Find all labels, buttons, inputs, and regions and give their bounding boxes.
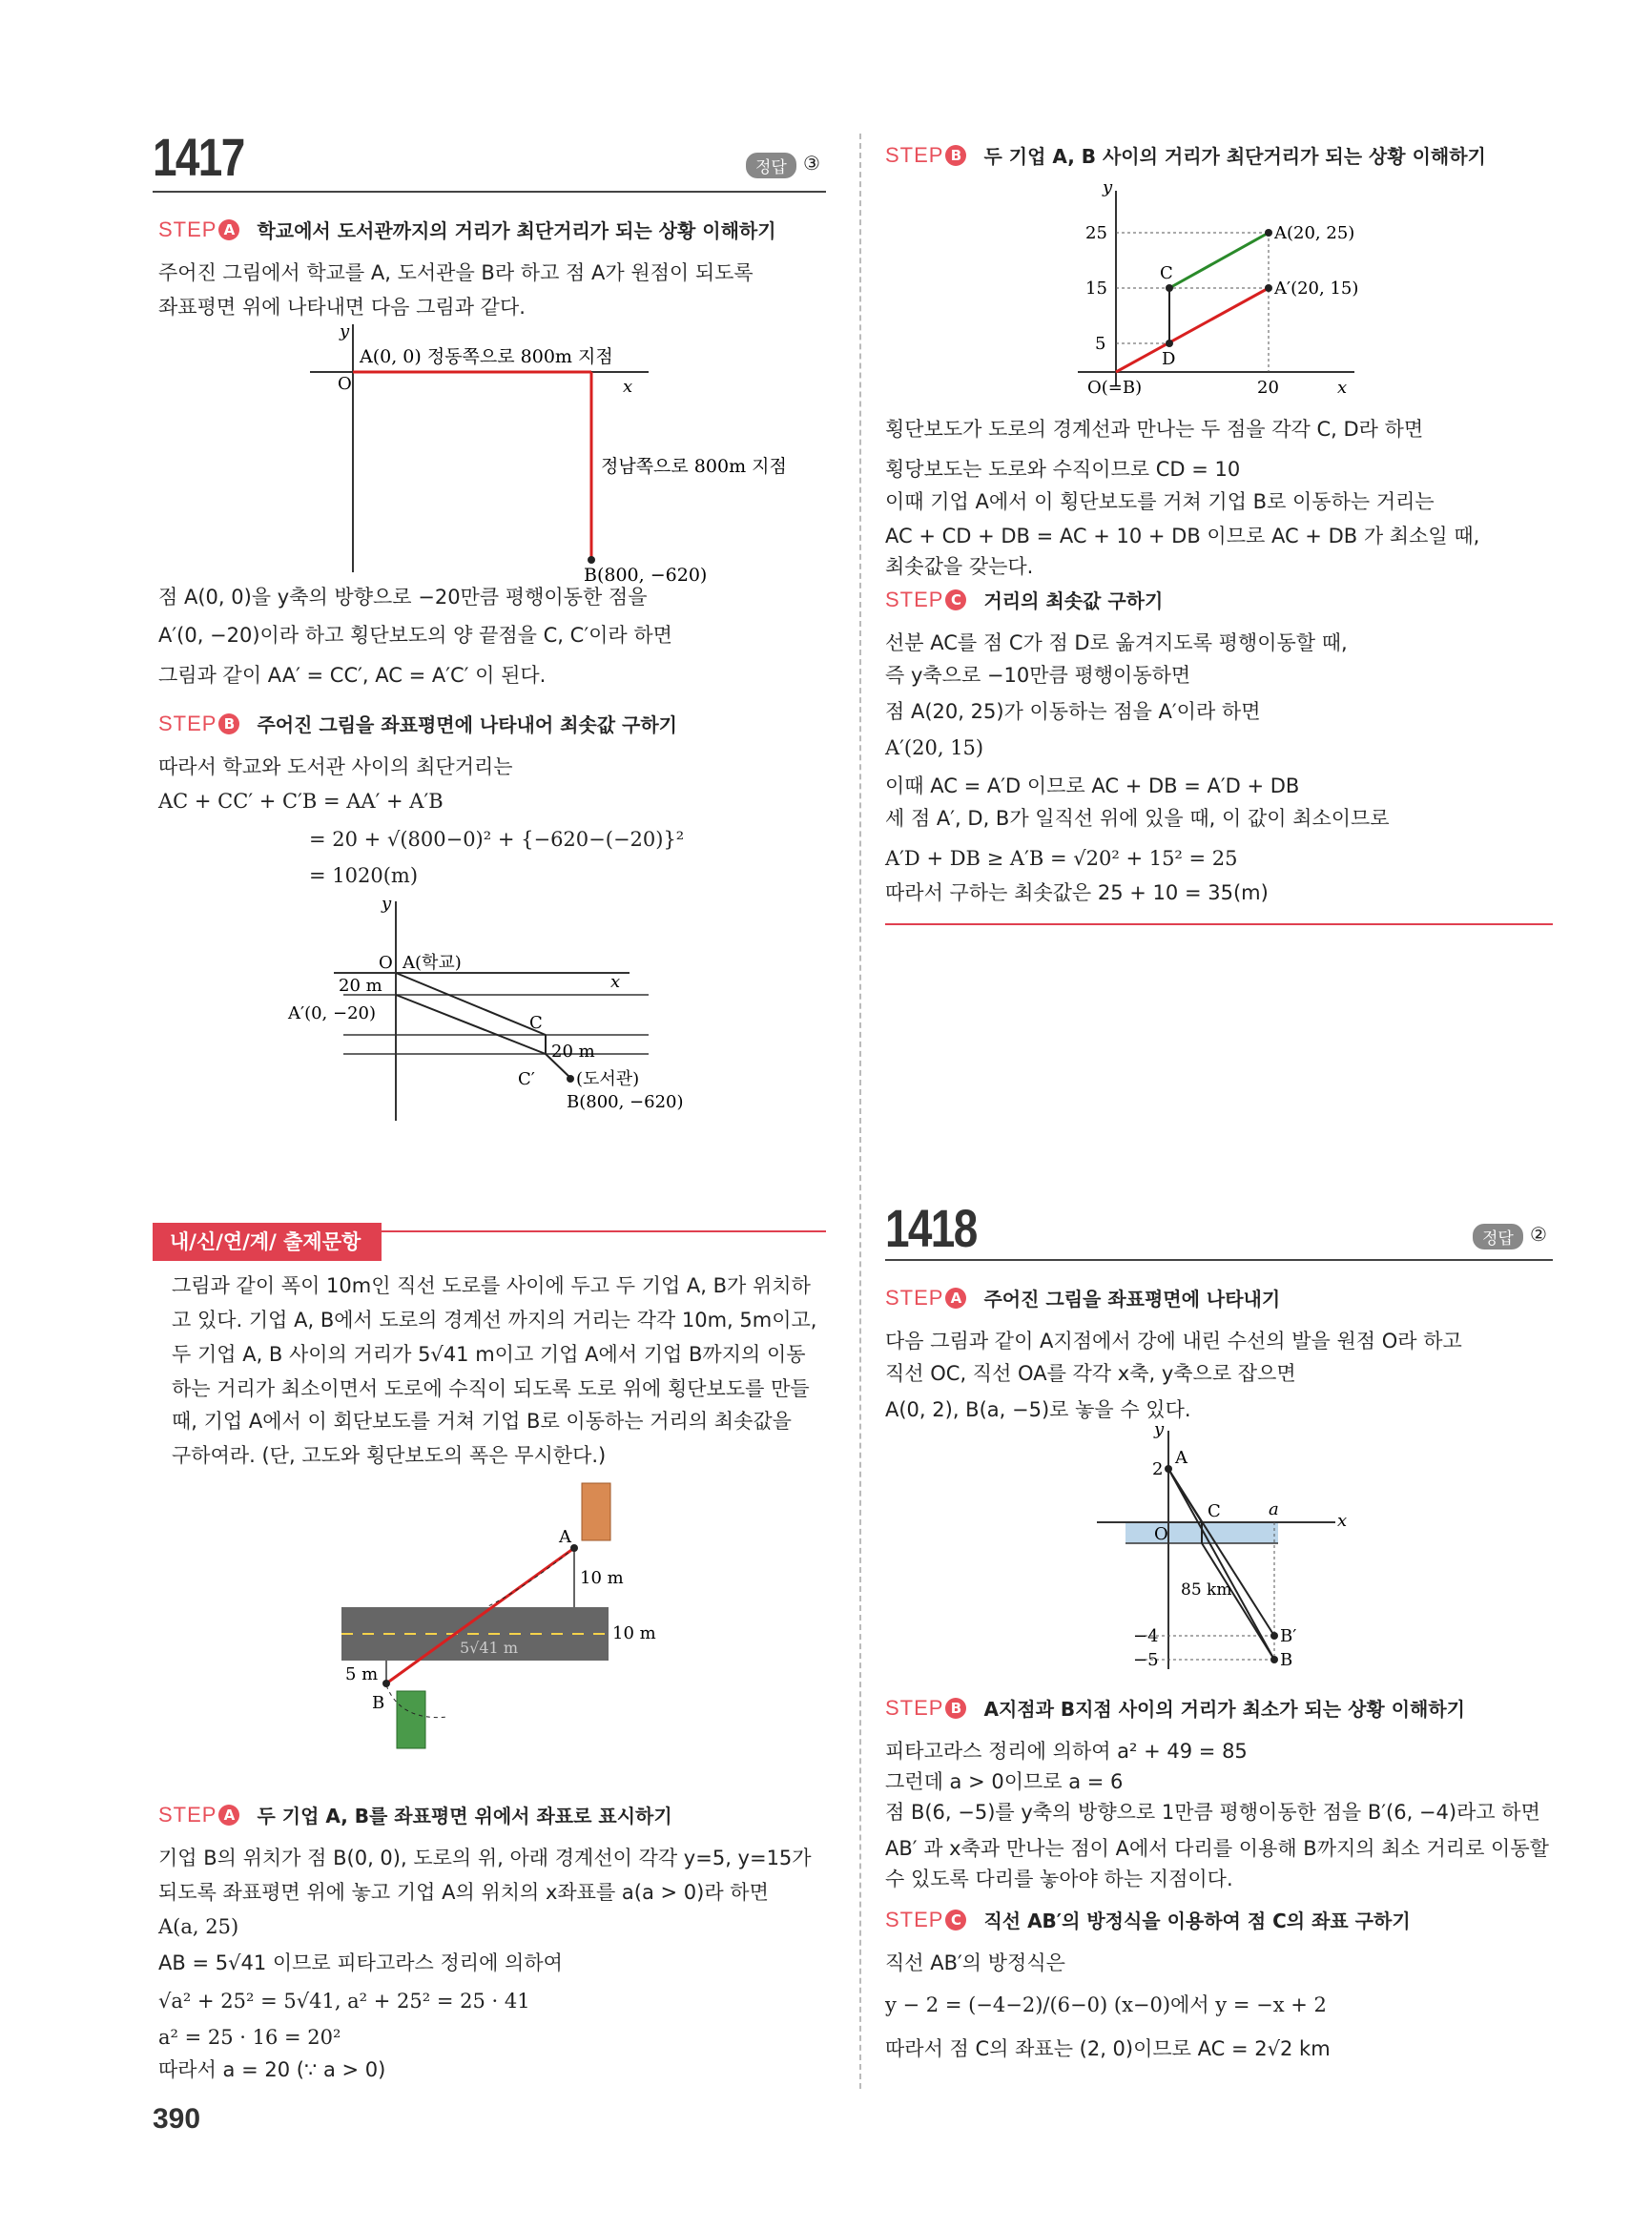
svg-text:a: a <box>1269 1499 1279 1519</box>
text-line: 고 있다. 기업 A, B에서 도로의 경계선 까지의 거리는 각각 10m, 5m이고, <box>172 1309 817 1332</box>
text-line: AB′ 과 x축과 만나는 점이 A에서 다리를 이용해 B까지의 최소 거리로 이동할 <box>885 1837 1549 1860</box>
text-line: 이때 AC = A′D 이므로 AC + DB = A′D + DB <box>885 774 1300 797</box>
section-end-rule <box>885 923 1553 925</box>
svg-text:85 km: 85 km <box>1181 1580 1232 1600</box>
svg-text:C: C <box>1160 263 1173 283</box>
text-line: 횡당보도는 도로와 수직이므로 CD = 10 <box>885 458 1241 481</box>
exam-step-a-heading: STEP A 두 기업 A, B를 좌표평면 위에서 좌표로 표시하기 <box>158 1802 672 1827</box>
svg-text:B′: B′ <box>1280 1626 1297 1646</box>
text-line: 두 기업 A, B 사이의 거리가 5√41 m이고 기업 A에서 기업 B까지의 이동 <box>172 1343 806 1366</box>
svg-text:10 m: 10 m <box>580 1568 624 1588</box>
answer-badge: 정답 <box>746 153 796 178</box>
text-line: 좌표평면 위에 나타내면 다음 그림과 같다. <box>158 296 526 319</box>
svg-text:C′: C′ <box>518 1069 535 1089</box>
svg-text:20 m: 20 m <box>339 976 382 996</box>
text-line: 횡단보도가 도로의 경계선과 만나는 두 점을 각각 C, D라 하면 <box>885 418 1424 441</box>
svg-text:−5: −5 <box>1133 1650 1159 1670</box>
text-line: 직선 AB′의 방정식은 <box>885 1951 1065 1974</box>
text-line: √a² + 25² = 5√41, a² + 25² = 25 · 41 <box>158 1990 530 2013</box>
svg-text:A: A <box>1175 1448 1187 1468</box>
svg-text:y: y <box>1103 177 1113 197</box>
svg-text:20: 20 <box>1257 378 1279 398</box>
equation-line: = 1020(m) <box>309 864 419 887</box>
text-line: 선분 AC를 점 C가 점 D로 옮겨지도록 평행이동할 때, <box>885 631 1348 654</box>
building-a-icon <box>582 1483 610 1540</box>
b-label: B(800, −620) <box>584 565 708 586</box>
svg-text:x: x <box>1337 378 1348 398</box>
header-rule <box>153 191 826 193</box>
answer-badge: 정답 <box>1473 1224 1523 1249</box>
svg-text:x: x <box>610 972 621 992</box>
text-line: 따라서 점 C의 좌표는 (2, 0)이므로 AC = 2√2 km <box>885 2037 1331 2060</box>
svg-text:C: C <box>529 1013 543 1033</box>
svg-text:5√41 m: 5√41 m <box>460 1639 518 1657</box>
svg-text:−4: −4 <box>1133 1626 1159 1646</box>
text-line: 수 있도록 다리를 놓아야 하는 지점이다. <box>885 1868 1233 1890</box>
text-line: A′(20, 15) <box>885 736 984 759</box>
point-b <box>588 556 595 564</box>
answer-value: ② <box>1530 1223 1547 1246</box>
p1418-step-a-heading: STEP A 주어진 그림을 좌표평면에 나타내기 <box>885 1285 1281 1311</box>
svg-text:D: D <box>1162 349 1176 369</box>
column-divider <box>859 134 861 2089</box>
svg-text:15: 15 <box>1085 279 1107 299</box>
text-line: 그런데 a > 0이므로 a = 6 <box>885 1770 1124 1793</box>
text-line: 따라서 학교와 도서관 사이의 최단거리는 <box>158 755 513 778</box>
right-step-b-heading: STEP B 두 기업 A, B 사이의 거리가 최단거리가 되는 상황 이해하기 <box>885 142 1486 168</box>
text-line: AB = 5√41 이므로 피타고라스 정리에 의하여 <box>158 1951 563 1974</box>
svg-text:B(800, −620): B(800, −620) <box>567 1092 684 1112</box>
equation-line: = 20 + √(800−0)² + {−620−(−20)}² <box>309 828 685 851</box>
svg-text:A(20, 25): A(20, 25) <box>1274 223 1355 243</box>
text-line: 주어진 그림에서 학교를 A, 도서관을 B라 하고 점 A가 원점이 되도록 <box>158 261 754 284</box>
text-line: A′D + DB ≥ A′B = √20² + 15² = 25 <box>885 847 1238 870</box>
svg-text:2: 2 <box>1152 1459 1164 1479</box>
svg-text:A: A <box>559 1527 571 1547</box>
svg-text:C: C <box>1208 1501 1221 1521</box>
text-line: 직선 OC, 직선 OA를 각각 x축, y축으로 잡으면 <box>885 1362 1296 1385</box>
text-line: A′(0, −20)이라 하고 횡단보도의 양 끝점을 C, C′이라 하면 <box>158 624 672 647</box>
p1418-step-c-heading: STEP C 직선 AB′의 방정식을 이용하여 점 C의 좌표 구하기 <box>885 1907 1411 1932</box>
svg-text:5: 5 <box>1095 334 1106 354</box>
x-label: x <box>623 377 633 397</box>
text-line: 따라서 구하는 최솟값은 25 + 10 = 35(m) <box>885 881 1269 904</box>
text-line: 기업 B의 위치가 점 B(0, 0), 도로의 위, 아래 경계선이 각각 y=5, y=15가 <box>158 1847 812 1869</box>
south-label: 정남쪽으로 800m 지점 <box>601 456 787 477</box>
svg-text:25: 25 <box>1085 223 1107 243</box>
building-b-icon <box>397 1691 425 1748</box>
origin-label: O <box>338 374 352 394</box>
text-line: y − 2 = (−4−2)/(6−0) (x−0)에서 y = −x + 2 <box>885 1993 1327 2016</box>
text-line: 피타고라스 정리에 의하여 a² + 49 = 85 <box>885 1740 1248 1763</box>
figure-river-bridge <box>1087 1421 1373 1679</box>
svg-text:A′(0, −20): A′(0, −20) <box>288 1003 377 1023</box>
right-step-c-heading: STEP C 거리의 최솟값 구하기 <box>885 587 1164 612</box>
text-line: 그림과 같이 AA′ = CC′, AC = A′C′ 이 된다. <box>158 664 547 687</box>
svg-text:5 m: 5 m <box>345 1664 379 1684</box>
figure-road-companies <box>334 1474 696 1760</box>
text-line: AC + CD + DB = AC + 10 + DB 이므로 AC + DB 가 최소일 때, <box>885 525 1480 547</box>
text-line: 점 A(0, 0)을 y축의 방향으로 −20만큼 평행이동한 점을 <box>158 586 648 609</box>
svg-text:O: O <box>1154 1524 1168 1544</box>
text-line: 이때 기업 A에서 이 횡단보도를 거쳐 기업 B로 이동하는 거리는 <box>885 490 1435 513</box>
problem-number-1417: 1417 <box>153 127 244 187</box>
exam-tag: 내/신/연/계/ 출제문항 <box>153 1223 382 1261</box>
step-b-heading: STEP B 주어진 그림을 좌표평면에 나타내어 최솟값 구하기 <box>158 711 678 736</box>
text-line: 되도록 좌표평면 위에 놓고 기업 A의 위치의 x좌표를 a(a > 0)라 하면 <box>158 1881 769 1904</box>
svg-text:y: y <box>1154 1421 1165 1439</box>
text-line: 하는 거리가 최소이면서 도로에 수직이 되도록 도로 위에 횡단보도를 만들 <box>172 1377 810 1400</box>
figure-crosswalk-1417 <box>286 892 715 1121</box>
svg-text:A′(20, 15): A′(20, 15) <box>1274 279 1359 299</box>
svg-text:10 m: 10 m <box>612 1623 656 1643</box>
svg-text:O: O <box>379 953 393 973</box>
figure-school-library <box>305 320 820 587</box>
text-line: 다음 그림과 같이 A지점에서 강에 내린 수선의 발을 원점 O라 하고 <box>885 1330 1462 1352</box>
step-a-heading: STEP A 학교에서 도서관까지의 거리가 최단거리가 되는 상황 이해하기 <box>158 217 776 242</box>
page-number: 390 <box>153 2103 201 2135</box>
problem-number-1418: 1418 <box>885 1198 977 1258</box>
text-line: 구하여라. (단, 고도와 횡단보도의 폭은 무시한다.) <box>172 1444 607 1467</box>
text-line: 따라서 a = 20 (∵ a > 0) <box>158 2058 386 2081</box>
text-line: 점 A(20, 25)가 이동하는 점을 A′이라 하면 <box>885 700 1261 723</box>
equation-line: AC + CC′ + C′B = AA′ + A′B <box>158 790 444 813</box>
text-line: a² = 25 · 16 = 20² <box>158 2026 341 2049</box>
y-label: y <box>340 321 350 341</box>
text-line: 때, 기업 A에서 이 회단보도를 거쳐 기업 B로 이동하는 거리의 최솟값을 <box>172 1410 792 1433</box>
svg-text:20 m: 20 m <box>551 1042 595 1062</box>
text-line: A(a, 25) <box>158 1915 239 1938</box>
text-line: 최솟값을 갖는다. <box>885 555 1034 578</box>
header-rule <box>885 1259 1553 1261</box>
svg-text:B: B <box>372 1693 385 1713</box>
svg-text:A(학교): A(학교) <box>403 953 462 973</box>
figure-companies-coordinates <box>1068 172 1412 410</box>
text-line: 그림과 같이 폭이 10m인 직선 도로를 사이에 두고 두 기업 A, B가 위치하 <box>172 1274 811 1297</box>
text-line: A(0, 2), B(a, −5)로 놓을 수 있다. <box>885 1398 1191 1421</box>
text-line: 세 점 A′, D, B가 일직선 위에 있을 때, 이 값이 최소이므로 <box>885 807 1390 830</box>
svg-text:x: x <box>1337 1511 1348 1531</box>
svg-text:O(=B): O(=B) <box>1087 378 1143 398</box>
a-label: A(0, 0) 정동쪽으로 800m 지점 <box>360 346 613 367</box>
answer-value: ③ <box>803 152 820 175</box>
svg-text:B: B <box>1280 1650 1293 1670</box>
svg-text:(도서관): (도서관) <box>576 1069 640 1089</box>
p1418-step-b-heading: STEP B A지점과 B지점 사이의 거리가 최소가 되는 상황 이해하기 <box>885 1695 1465 1721</box>
text-line: 즉 y축으로 −10만큼 평행이동하면 <box>885 664 1191 687</box>
text-line: 점 B(6, −5)를 y축의 방향으로 1만큼 평행이동한 점을 B′(6, −4)라고 하면 <box>885 1801 1540 1824</box>
svg-text:y: y <box>382 894 392 914</box>
